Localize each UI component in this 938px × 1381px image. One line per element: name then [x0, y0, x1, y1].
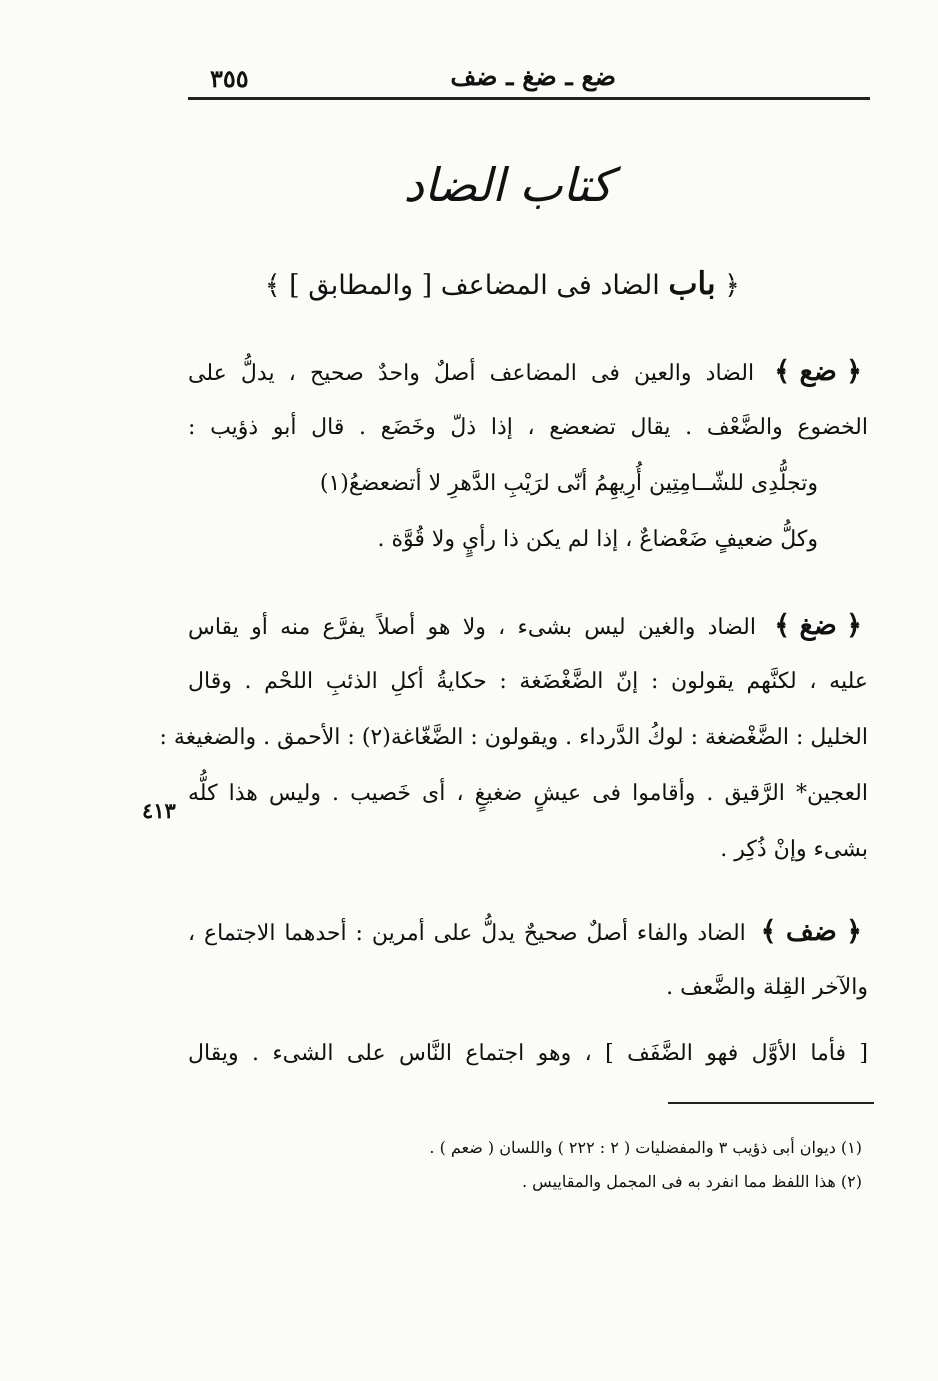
- entry-headword: ﴿ ضف ﴾: [760, 916, 862, 947]
- entry-line: [188, 606, 868, 646]
- chapter-bab: باب: [668, 266, 716, 302]
- verse-line: وتجلُّدِى للشّــامِتِين أُرِيهِمُ أنّى لرَيْبِ الدَّهرِ لا أتضعضعُ(١): [319, 471, 818, 496]
- page-number: ٣٥٥: [210, 64, 249, 93]
- entry-headword: ﴿ ضع ﴾: [774, 356, 862, 387]
- running-head: ضع ـ ضغ ـ ضف: [450, 62, 616, 91]
- entry-text: الضاد والعين فى المضاعف أصلٌ واحدٌ صحيح ، يدلُّ على: [188, 361, 755, 386]
- book-title: كتاب الضاد: [403, 158, 613, 212]
- margin-page-number: ٤١٣: [142, 798, 176, 823]
- chapter-close-bracket: ﴾: [264, 270, 281, 301]
- entry-dad-ayn: [178, 352, 868, 572]
- entry-line: الخضوع والضَّعْف . يقال تضعضع ، إذا ذلّ وخَضَع . قال أبو ذؤيب :: [188, 415, 868, 440]
- entry-headword: ﴿ ضغ ﴾: [774, 610, 862, 641]
- entry-line: عليه ، لكنَّهم يقولون : إنّ الضَّغْضَغة : حكايةُ أكلِ الذئبِ اللحْم . وقال: [188, 669, 868, 694]
- page-header: [188, 58, 870, 98]
- chapter-rest: الضاد فى المضاعف [ والمطابق ]: [289, 270, 660, 301]
- chapter-title: [264, 266, 740, 302]
- entry-line: بشىء وإنْ ذُكِر .: [720, 837, 868, 862]
- entry-text: الضاد والفاء أصلٌ صحيحٌ يدلُّ على أمرين : أحدهما الاجتماع ،: [188, 921, 746, 946]
- footnote-2: (٢) هذا اللفظ مما انفرد به فى المجمل والمقاييس .: [522, 1172, 862, 1191]
- entry-text: الضاد والغين ليس بشىء ، ولا هو أصلاً يفرَّع منه أو يقاس: [188, 615, 756, 640]
- entry-line: وكلُّ ضعيفٍ ضَعْضاعٌ ، إذا لم يكن ذا رأيٍ ولا قُوَّة .: [377, 527, 818, 552]
- entry-dad-fa: [178, 912, 868, 1092]
- entry-line: الخليل : الضَّغْضغة : لوكُ الدَّرداء . ويقولون : الضَّغّاغة(٢) : الأحمق . والضغيغة :: [159, 725, 868, 750]
- entry-line: [ فأما الأوَّل فهو الضَّفَف ] ، وهو اجتماع النَّاس على الشىء . ويقال: [188, 1041, 868, 1066]
- header-rule: [188, 97, 870, 100]
- entry-line: [188, 912, 868, 952]
- footnote-rule: [668, 1102, 874, 1104]
- entry-line: العجين* الرَّقيق . وأقاموا فى عيشٍ ضغيغٍ ، أى خَصيب . وليس هذا كلُّه: [188, 781, 868, 806]
- entry-line: والآخر القِلة والضَّعف .: [666, 975, 868, 1000]
- chapter-open-bracket: ﴿: [724, 270, 740, 301]
- entry-line: [188, 352, 868, 392]
- footnote-1: (١) ديوان أبى ذؤيب ٣ والمفضليات ( ٢ : ٢٢٢ ) واللسان ( ضعم ) .: [429, 1138, 862, 1157]
